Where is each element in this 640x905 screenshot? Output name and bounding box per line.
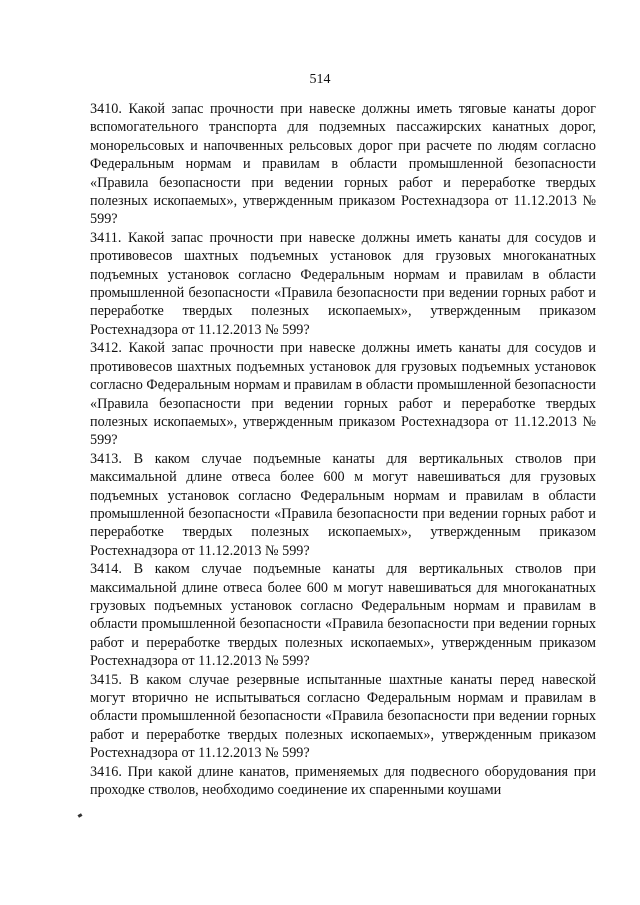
question-3414: 3414. В каком случае подъемные канаты для вертикальных стволов при максимальной длине отвеса более 600 м могут навешиваться для многоканатных грузовых подъемных установок согласно Федеральным нормам и правилам в области промышленной безопасности «Правила безопасности при ведении горных работ и переработке твердых полезных ископаемых», утвержденным приказом Ростехнадзора от 11.12.2013 № 599? [90,561,596,670]
page-number: 514 [309,72,331,87]
question-list [90,100,596,799]
question-3416: 3416. При какой длине канатов, применяемых для подвесного оборудования при проходке стволов, необходимо соединение их спаренными коушами [90,763,596,799]
question-3410: 3410. Какой запас прочности при навеске должны иметь тяговые канаты дорог вспомогательного транспорта для подземных пассажирских канатных дорог, монорельсовых и напочвенных рельсовых дорог при расчете по людям согласно Федеральным нормам и правилам в области промышленной безопасности «Правила безопасности при ведении горных работ и переработке твердых полезных ископаемых», утвержденным приказом Ростехнадзора от 11.12.2013 № 599? [90,101,596,228]
scan-mark [78,813,83,818]
question-3415: 3415. В каком случае резервные испытанные шахтные канаты перед навеской могут вторично не испытываться согласно Федеральным нормам и правилам в области промышленной безопасности «Правила безопасности при ведении горных работ и переработке твердых полезных ископаемых», утвержденным приказом Ростехнадзора от 11.12.2013 № 599? [90,671,596,762]
question-3411: 3411. Какой запас прочности при навеске должны иметь канаты для сосудов и противовесов шахтных подъемных установок для грузовых многоканатных подъемных установок согласно Федеральным нормам и правилам в области промышленной безопасности «Правила безопасности при ведении горных работ и переработке твердых полезных ископаемых», утвержденным приказом Ростехнадзора от 11.12.2013 № 599? [90,229,596,338]
question-3413: 3413. В каком случае подъемные канаты для вертикальных стволов при максимальной длине отвеса более 600 м могут навешиваться для грузовых подъемных установок согласно Федеральным нормам и правилам в области промышленной безопасности «Правила безопасности при ведении горных работ и переработке твердых полезных ископаемых», утвержденным приказом Ростехнадзора от 11.12.2013 № 599? [90,450,596,559]
question-3412: 3412. Какой запас прочности при навеске должны иметь канаты для сосудов и противовесов шахтных подъемных установок для грузовых подъемных установок согласно Федеральным нормам и правилам в области промышленной безопасности «Правила безопасности при ведении горных работ и переработке твердых полезных ископаемых», утвержденным приказом Ростехнадзора от 11.12.2013 № 599? [90,340,596,449]
